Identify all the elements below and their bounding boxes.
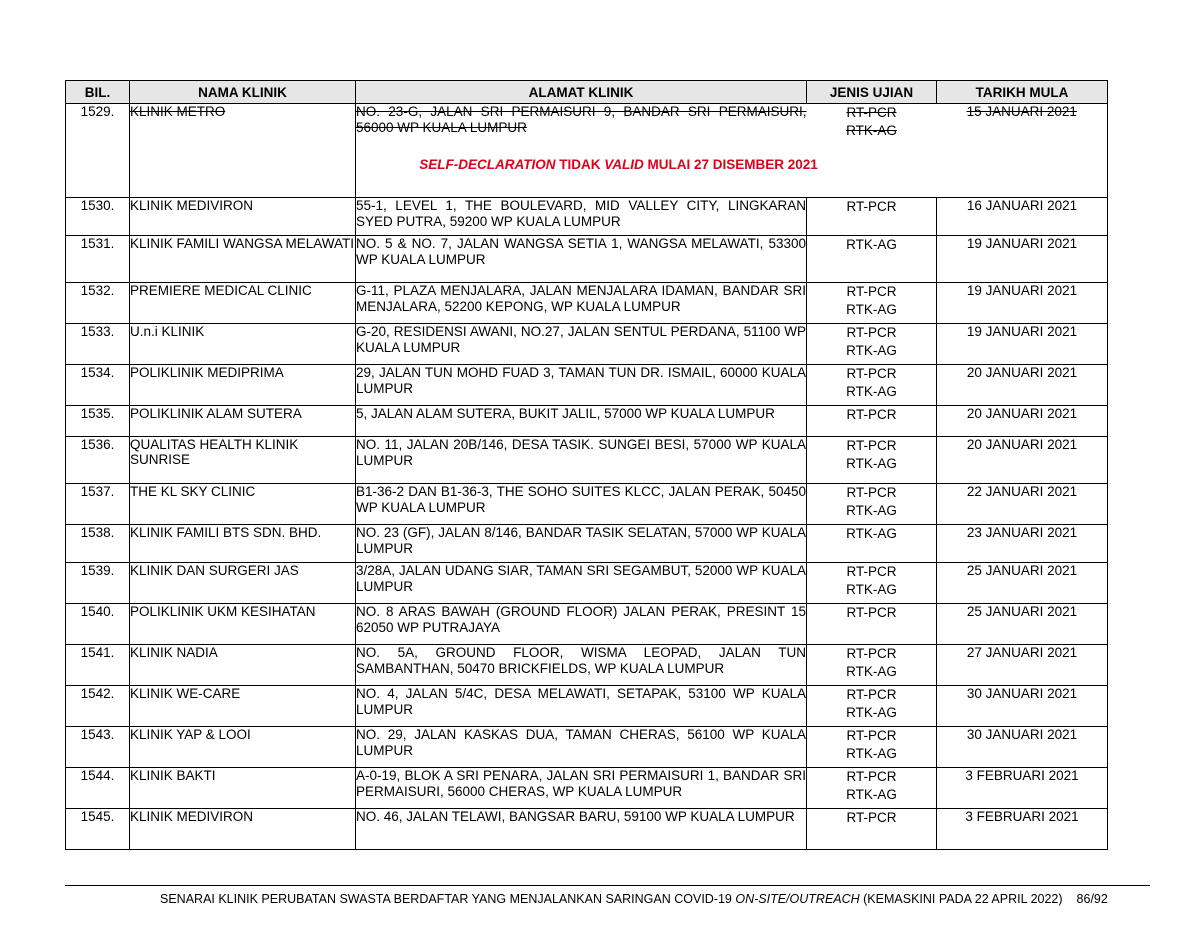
table-row bbox=[66, 365, 1108, 406]
table-row-struck bbox=[66, 104, 1108, 198]
jenis-item: RTK-AG bbox=[846, 384, 897, 399]
jenis-item: RTK-AG bbox=[846, 526, 897, 541]
row-jenis bbox=[807, 324, 937, 365]
row-tarikh: 20 JANUARI 2021 bbox=[937, 406, 1108, 437]
row-alamat bbox=[356, 104, 807, 198]
row-tarikh: 19 JANUARI 2021 bbox=[937, 283, 1108, 324]
row-bil: 1542. bbox=[66, 686, 130, 727]
notice-part2: TIDAK bbox=[555, 157, 605, 172]
jenis-item: RT-PCR bbox=[846, 646, 897, 661]
row-nama: QUALITAS HEALTH KLINIK SUNRISE bbox=[130, 437, 356, 484]
row-tarikh: 16 JANUARI 2021 bbox=[937, 198, 1108, 236]
jenis-item: RTK-AG bbox=[846, 582, 897, 597]
clinic-table bbox=[65, 80, 1108, 850]
jenis-item: RT-PCR bbox=[846, 325, 897, 340]
row-tarikh: 19 JANUARI 2021 bbox=[937, 236, 1108, 283]
jenis-item: RTK-AG bbox=[846, 503, 897, 518]
row-bil: 1540. bbox=[66, 604, 130, 645]
jenis-item: RT-PCR bbox=[846, 564, 897, 579]
row-jenis bbox=[807, 525, 937, 563]
jenis-item: RT-PCR bbox=[846, 366, 897, 381]
jenis-item: RTK-AG bbox=[846, 787, 897, 802]
footer-text: SENARAI KLINIK PERUBATAN SWASTA BERDAFTAR YANG MENJALANKAN SARINGAN COVID-19 bbox=[160, 892, 736, 906]
row-alamat: NO. 4, JALAN 5/4C, DESA MELAWATI, SETAPAK, 53100 WP KUALA LUMPUR bbox=[356, 686, 807, 727]
jenis-item: RT-PCR bbox=[846, 687, 897, 702]
row-bil: 1539. bbox=[66, 563, 130, 604]
notice-part3: VALID bbox=[604, 157, 644, 172]
row-nama: PREMIERE MEDICAL CLINIC bbox=[130, 283, 356, 324]
page-number: 86/92 bbox=[1076, 892, 1108, 906]
header-tarikh: TARIKH MULA bbox=[937, 81, 1108, 104]
row-tarikh: 15 JANUARI 2021 bbox=[937, 104, 1108, 198]
row-bil: 1543. bbox=[66, 727, 130, 768]
jenis-item: RTK-AG bbox=[846, 456, 897, 471]
table-row bbox=[66, 686, 1108, 727]
row-jenis bbox=[807, 768, 937, 809]
row-bil: 1533. bbox=[66, 324, 130, 365]
jenis-item: RTK-AG bbox=[846, 705, 897, 720]
row-alamat: NO. 11, JALAN 20B/146, DESA TASIK. SUNGEI BESI, 57000 WP KUALA LUMPUR bbox=[356, 437, 807, 484]
jenis-item: RT-PCR bbox=[846, 485, 897, 500]
table-row bbox=[66, 563, 1108, 604]
table-row bbox=[66, 727, 1108, 768]
notice-part1: SELF-DECLARATION bbox=[419, 157, 556, 172]
jenis-item: RT-PCR bbox=[846, 605, 897, 620]
row-jenis bbox=[807, 283, 937, 324]
footer-divider bbox=[65, 885, 1150, 886]
row-alamat: B1-36-2 DAN B1-36-3, THE SOHO SUITES KLCC, JALAN PERAK, 50450 WP KUALA LUMPUR bbox=[356, 484, 807, 525]
table-row bbox=[66, 236, 1108, 283]
row-nama: KLINIK MEDIVIRON bbox=[130, 809, 356, 850]
row-alamat: NO. 5A, GROUND FLOOR, WISMA LEOPAD, JALAN TUN SAMBANTHAN, 50470 BRICKFIELDS, WP KUALA LUMPUR bbox=[356, 645, 807, 686]
row-tarikh: 3 FEBRUARI 2021 bbox=[937, 768, 1108, 809]
row-jenis bbox=[807, 437, 937, 484]
jenis-item: RT-PCR bbox=[846, 438, 897, 453]
row-nama: KLINIK MEDIVIRON bbox=[130, 198, 356, 236]
row-nama: KLINIK WE-CARE bbox=[130, 686, 356, 727]
row-alamat: A-0-19, BLOK A SRI PENARA, JALAN SRI PERMAISURI 1, BANDAR SRI PERMAISURI, 56000 CHERAS, WP KUALA LUMPUR bbox=[356, 768, 807, 809]
table-row bbox=[66, 645, 1108, 686]
row-tarikh: 19 JANUARI 2021 bbox=[937, 324, 1108, 365]
jenis-item: RT-PCR bbox=[846, 199, 897, 214]
header-bil: BIL. bbox=[66, 81, 130, 104]
row-bil: 1532. bbox=[66, 283, 130, 324]
row-jenis bbox=[807, 406, 937, 437]
row-bil: 1544. bbox=[66, 768, 130, 809]
page-footer bbox=[160, 892, 1108, 906]
row-nama: KLINIK BAKTI bbox=[130, 768, 356, 809]
row-alamat: 3/28A, JALAN UDANG SIAR, TAMAN SRI SEGAMBUT, 52000 WP KUALA LUMPUR bbox=[356, 563, 807, 604]
row-nama: KLINIK FAMILI BTS SDN. BHD. bbox=[130, 525, 356, 563]
table-row bbox=[66, 437, 1108, 484]
notice-banner bbox=[130, 157, 1107, 172]
row-alamat: NO. 23 (GF), JALAN 8/146, BANDAR TASIK SELATAN, 57000 WP KUALA LUMPUR bbox=[356, 525, 807, 563]
row-alamat: 55-1, LEVEL 1, THE BOULEVARD, MID VALLEY CITY, LINGKARAN SYED PUTRA, 59200 WP KUALA LUMPUR bbox=[356, 198, 807, 236]
notice-part4: MULAI 27 DISEMBER 2021 bbox=[643, 157, 818, 172]
row-tarikh: 25 JANUARI 2021 bbox=[937, 604, 1108, 645]
row-bil: 1530. bbox=[66, 198, 130, 236]
row-jenis bbox=[807, 198, 937, 236]
table-row bbox=[66, 809, 1108, 850]
row-nama: KLINIK METRO bbox=[130, 104, 356, 198]
row-tarikh: 30 JANUARI 2021 bbox=[937, 686, 1108, 727]
row-alamat: G-11, PLAZA MENJALARA, JALAN MENJALARA IDAMAN, BANDAR SRI MENJALARA, 52200 KEPONG, WP KUALA LUMPUR bbox=[356, 283, 807, 324]
row-jenis bbox=[807, 484, 937, 525]
row-bil: 1535. bbox=[66, 406, 130, 437]
row-alamat: NO. 46, JALAN TELAWI, BANGSAR BARU, 59100 WP KUALA LUMPUR bbox=[356, 809, 807, 850]
row-bil: 1538. bbox=[66, 525, 130, 563]
jenis-item: RT-PCR bbox=[846, 284, 897, 299]
row-jenis bbox=[807, 686, 937, 727]
table-row bbox=[66, 484, 1108, 525]
row-tarikh: 25 JANUARI 2021 bbox=[937, 563, 1108, 604]
jenis-item: RTK-AG bbox=[846, 237, 897, 252]
table-row bbox=[66, 604, 1108, 645]
table-row bbox=[66, 406, 1108, 437]
row-nama: KLINIK DAN SURGERI JAS bbox=[130, 563, 356, 604]
row-tarikh: 23 JANUARI 2021 bbox=[937, 525, 1108, 563]
table-row bbox=[66, 198, 1108, 236]
row-tarikh: 30 JANUARI 2021 bbox=[937, 727, 1108, 768]
row-jenis bbox=[807, 727, 937, 768]
jenis-item: RT-PCR bbox=[846, 407, 897, 422]
row-nama: KLINIK FAMILI WANGSA MELAWATI bbox=[130, 236, 356, 283]
row-tarikh: 22 JANUARI 2021 bbox=[937, 484, 1108, 525]
header-nama: NAMA KLINIK bbox=[130, 81, 356, 104]
row-jenis bbox=[807, 563, 937, 604]
row-bil: 1531. bbox=[66, 236, 130, 283]
jenis-item: RT-PCR bbox=[846, 728, 897, 743]
row-alamat: NO. 5 & NO. 7, JALAN WANGSA SETIA 1, WANGSA MELAWATI, 53300 WP KUALA LUMPUR bbox=[356, 236, 807, 283]
row-alamat: G-20, RESIDENSI AWANI, NO.27, JALAN SENTUL PERDANA, 51100 WP KUALA LUMPUR bbox=[356, 324, 807, 365]
row-jenis bbox=[807, 236, 937, 283]
row-tarikh: 20 JANUARI 2021 bbox=[937, 365, 1108, 406]
table-row bbox=[66, 324, 1108, 365]
table-row bbox=[66, 283, 1108, 324]
row-bil: 1534. bbox=[66, 365, 130, 406]
jenis-item: RT-PCR bbox=[846, 105, 897, 120]
footer-italic: ON-SITE/OUTREACH bbox=[735, 892, 860, 906]
row-nama: THE KL SKY CLINIC bbox=[130, 484, 356, 525]
row-nama: KLINIK YAP & LOOI bbox=[130, 727, 356, 768]
row-jenis bbox=[807, 365, 937, 406]
row-bil: 1536. bbox=[66, 437, 130, 484]
row-alamat: NO. 29, JALAN KASKAS DUA, TAMAN CHERAS, 56100 WP KUALA LUMPUR bbox=[356, 727, 807, 768]
row-jenis bbox=[807, 809, 937, 850]
row-bil: 1541. bbox=[66, 645, 130, 686]
row-nama: POLIKLINIK MEDIPRIMA bbox=[130, 365, 356, 406]
table-header bbox=[66, 81, 1108, 104]
row-tarikh: 3 FEBRUARI 2021 bbox=[937, 809, 1108, 850]
table-body bbox=[66, 104, 1108, 850]
row-tarikh: 27 JANUARI 2021 bbox=[937, 645, 1108, 686]
header-alamat: ALAMAT KLINIK bbox=[356, 81, 807, 104]
row-bil: 1529. bbox=[66, 104, 130, 198]
row-nama: POLIKLINIK UKM KESIHATAN bbox=[130, 604, 356, 645]
row-tarikh: 20 JANUARI 2021 bbox=[937, 437, 1108, 484]
footer-date: (KEMASKINI PADA 22 APRIL 2022) bbox=[859, 892, 1063, 906]
row-nama: U.n.i KLINIK bbox=[130, 324, 356, 365]
jenis-item: RTK-AG bbox=[846, 123, 897, 138]
row-alamat-text: NO. 23-G, JALAN SRI PERMAISURI 9, BANDAR SRI PERMAISURI, 56000 WP KUALA LUMPUR bbox=[356, 104, 807, 135]
jenis-item: RTK-AG bbox=[846, 302, 897, 317]
row-bil: 1545. bbox=[66, 809, 130, 850]
row-alamat: 5, JALAN ALAM SUTERA, BUKIT JALIL, 57000 WP KUALA LUMPUR bbox=[356, 406, 807, 437]
jenis-item: RTK-AG bbox=[846, 746, 897, 761]
row-jenis bbox=[807, 104, 937, 198]
row-jenis bbox=[807, 604, 937, 645]
header-jenis: JENIS UJIAN bbox=[807, 81, 937, 104]
row-nama: KLINIK NADIA bbox=[130, 645, 356, 686]
row-alamat: 29, JALAN TUN MOHD FUAD 3, TAMAN TUN DR. ISMAIL, 60000 KUALA LUMPUR bbox=[356, 365, 807, 406]
row-alamat: NO. 8 ARAS BAWAH (GROUND FLOOR) JALAN PERAK, PRESINT 15 62050 WP PUTRAJAYA bbox=[356, 604, 807, 645]
jenis-item: RTK-AG bbox=[846, 664, 897, 679]
table-row bbox=[66, 768, 1108, 809]
table-row bbox=[66, 525, 1108, 563]
row-jenis bbox=[807, 645, 937, 686]
row-bil: 1537. bbox=[66, 484, 130, 525]
jenis-item: RT-PCR bbox=[846, 810, 897, 825]
row-nama: POLIKLINIK ALAM SUTERA bbox=[130, 406, 356, 437]
jenis-item: RT-PCR bbox=[846, 769, 897, 784]
jenis-item: RTK-AG bbox=[846, 343, 897, 358]
